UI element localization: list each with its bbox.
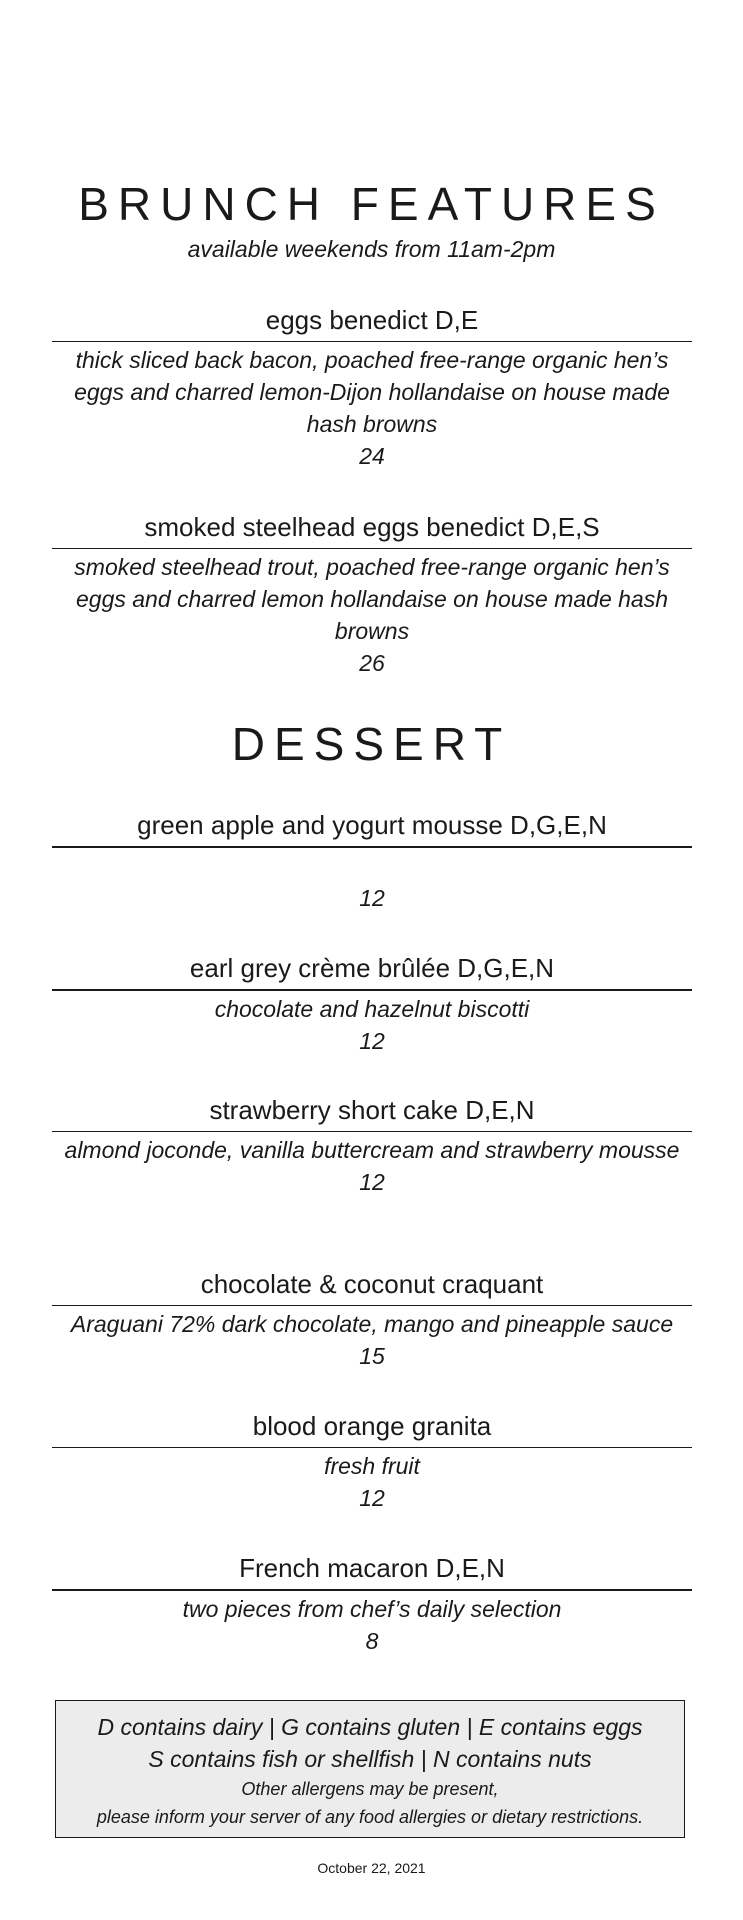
menu-item-price: 8 <box>365 1628 379 1654</box>
menu-item <box>52 1092 692 1198</box>
menu-item-name: earl grey crème brûlée D,G,E,N <box>189 953 555 983</box>
menu-item-name: French macaron D,E,N <box>239 1553 505 1583</box>
menu-item-divider <box>52 846 692 848</box>
menu-item-divider <box>52 1305 692 1306</box>
menu-item-price: 12 <box>359 885 385 911</box>
menu-item-price: 26 <box>359 650 385 676</box>
brunch-availability-subtitle: available weekends from 11am-2pm <box>187 236 556 262</box>
menu-item <box>52 1550 692 1657</box>
menu-item-divider <box>52 341 692 342</box>
menu-item <box>52 302 692 472</box>
menu-item <box>52 950 692 1057</box>
menu-item-name: green apple and yogurt mousse D,G,E,N <box>137 810 607 840</box>
menu-item-description: chocolate and hazelnut biscotti <box>214 996 530 1022</box>
menu-item-description: almond joconde, vanilla buttercream and strawberry mousse <box>64 1137 680 1163</box>
menu-item-price: 15 <box>359 1343 385 1369</box>
menu-item-name: chocolate & coconut craquant <box>200 1269 544 1299</box>
allergen-legend-line: S contains fish or shellfish | N contains nuts <box>148 1746 592 1772</box>
menu-item-description: fresh fruit <box>324 1453 420 1479</box>
dessert-section-title: DESSERT <box>231 718 512 770</box>
menu-item <box>52 509 692 679</box>
menu-item-description: thick sliced back bacon, poached free-range organic hen’s eggs and charred lemon-Dijon hollandaise on house made hash browns <box>74 347 670 437</box>
menu-item <box>52 807 692 914</box>
menu-item-divider <box>52 1447 692 1448</box>
menu-item-price: 12 <box>359 1485 385 1511</box>
allergen-legend-box <box>55 1700 685 1838</box>
menu-date: October 22, 2021 <box>317 1860 426 1876</box>
menu-item-price: 12 <box>359 1169 385 1195</box>
menu-item-divider <box>52 1589 692 1591</box>
allergen-notice: Other allergens may be present, <box>241 1779 499 1799</box>
menu-item-name: strawberry short cake D,E,N <box>209 1095 535 1125</box>
menu-item-divider <box>52 989 692 991</box>
brunch-section-title: BRUNCH FEATURES <box>78 178 665 230</box>
allergen-notice: please inform your server of any food allergies or dietary restrictions. <box>96 1807 644 1827</box>
menu-item-divider <box>52 1131 692 1132</box>
menu-item-name: blood orange granita <box>252 1411 492 1441</box>
menu-item <box>52 1266 692 1372</box>
menu-item-name: eggs benedict D,E <box>265 305 479 335</box>
menu-item-description: smoked steelhead trout, poached free-range organic hen’s eggs and charred lemon hollandaise on house made hash browns <box>74 554 670 644</box>
menu-item-price: 12 <box>359 1028 385 1054</box>
menu-item-divider <box>52 548 692 549</box>
menu-item-price: 24 <box>359 443 385 469</box>
menu-item <box>52 1408 692 1514</box>
menu-item-description <box>52 850 692 882</box>
menu-item-description: two pieces from chef’s daily selection <box>182 1596 562 1622</box>
allergen-legend-line: D contains dairy | G contains gluten | E contains eggs <box>97 1714 643 1740</box>
menu-item-description: Araguani 72% dark chocolate, mango and pineapple sauce <box>70 1311 674 1337</box>
menu-item-name: smoked steelhead eggs benedict D,E,S <box>144 512 600 542</box>
